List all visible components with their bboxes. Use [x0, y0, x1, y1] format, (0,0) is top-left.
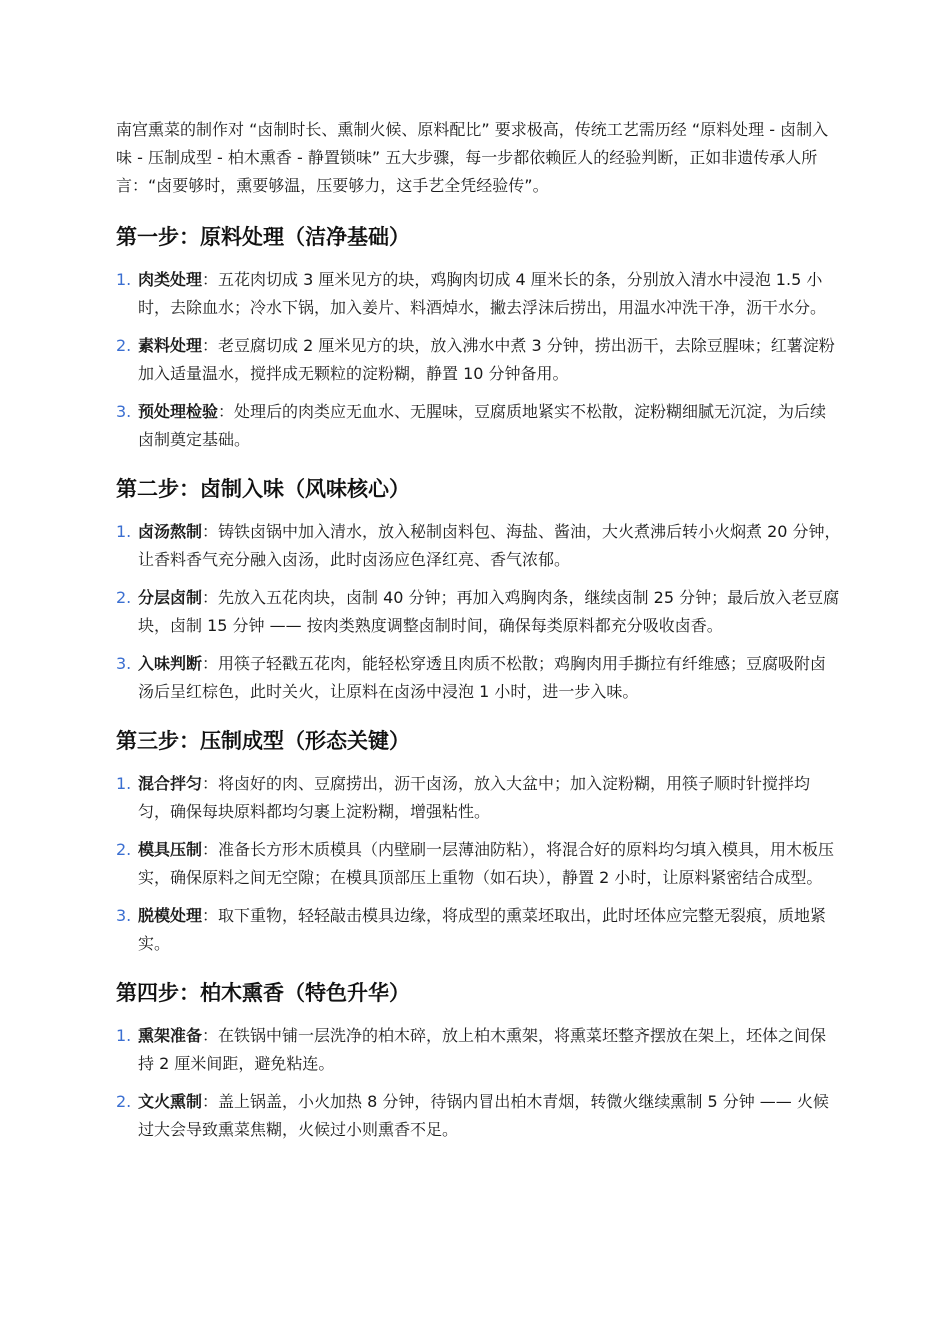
list-number: 3.	[116, 654, 132, 673]
step-list-item	[116, 770, 842, 826]
list-number: 2.	[116, 336, 132, 355]
section-heading: 第二步：卤制入味（风味核心）	[116, 477, 410, 501]
step-list-item	[116, 650, 842, 706]
item-text: ：五花肉切成 3 厘米见方的块，鸡胸肉切成 4 厘米长的条，分别放入清水中浸泡 1.5 小时，去除血水；冷水下锅，加入姜片、料酒焯水，撇去浮沫后捞出，用温水冲洗干净，沥干水分。	[138, 270, 827, 317]
item-term: 卤汤熬制	[138, 522, 203, 541]
step-list-item	[116, 1088, 842, 1144]
step-list	[116, 266, 842, 454]
step-list	[116, 518, 842, 706]
intro-paragraph: 南宫熏菜的制作对 “卤制时长、熏制火候、原料配比” 要求极高，传统工艺需历经 “原料处理 - 卤制入味 - 压制成型 - 柏木熏香 - 静置锁味” 五大步骤，每一步都依赖匠人的经验判断，正如非遗传承人所言：“卤要够时，熏要够温，压要够力，这手艺全凭经验传”。	[116, 120, 829, 195]
item-term: 模具压制	[138, 840, 203, 859]
item-text: ：取下重物，轻轻敲击模具边缘，将成型的熏菜坯取出，此时坯体应完整无裂痕，质地紧实。	[138, 906, 827, 953]
item-term: 肉类处理	[138, 270, 203, 289]
item-text: ：处理后的肉类应无血水、无腥味，豆腐质地紧实不松散，淀粉糊细腻无沉淀，为后续卤制奠定基础。	[138, 402, 827, 449]
item-term: 熏架准备	[138, 1026, 203, 1045]
item-term: 分层卤制	[138, 588, 203, 607]
section-heading: 第一步：原料处理（洁净基础）	[116, 225, 410, 249]
item-text: ：铸铁卤锅中加入清水，放入秘制卤料包、海盐、酱油，大火煮沸后转小火焖煮 20 分钟，让香料香气充分融入卤汤，此时卤汤应色泽红亮、香气浓郁。	[138, 522, 841, 569]
item-text: ：盖上锅盖，小火加热 8 分钟，待锅内冒出柏木青烟，转微火继续熏制 5 分钟 —— 火候过大会导致熏菜焦糊，火候过小则熏香不足。	[138, 1092, 829, 1139]
step-list-item	[116, 398, 842, 454]
list-number: 3.	[116, 906, 132, 925]
item-text: ：将卤好的肉、豆腐捞出，沥干卤汤，放入大盆中；加入淀粉糊，用筷子顺时针搅拌均匀，确保每块原料都均匀裹上淀粉糊，增强粘性。	[138, 774, 811, 821]
item-text: ：在铁锅中铺一层洗净的柏木碎，放上柏木熏架，将熏菜坯整齐摆放在架上，坯体之间保持 2 厘米间距，避免粘连。	[138, 1026, 827, 1073]
item-term: 预处理检验	[138, 402, 219, 421]
step-list-item	[116, 266, 842, 322]
list-number: 1.	[116, 774, 132, 793]
step-list	[116, 1022, 842, 1144]
list-number: 1.	[116, 522, 132, 541]
step-list-item	[116, 1022, 842, 1078]
item-text: ：先放入五花肉块，卤制 40 分钟；再加入鸡胸肉条，继续卤制 25 分钟；最后放入老豆腐块，卤制 15 分钟 —— 按肉类熟度调整卤制时间，确保每类原料都充分吸收卤香。	[138, 588, 840, 635]
step-list-item	[116, 836, 842, 892]
item-text: ：准备长方形木质模具（内壁刷一层薄油防粘），将混合好的原料均匀填入模具，用木板压实，确保原料之间无空隙；在模具顶部压上重物（如石块），静置 2 小时，让原料紧密结合成型。	[138, 840, 835, 887]
section-heading: 第三步：压制成型（形态关键）	[116, 729, 410, 753]
item-term: 脱模处理	[138, 906, 203, 925]
item-text: ：用筷子轻戳五花肉，能轻松穿透且肉质不松散；鸡胸肉用手撕拉有纤维感；豆腐吸附卤汤后呈红棕色，此时关火，让原料在卤汤中浸泡 1 小时，进一步入味。	[138, 654, 827, 701]
step-list-item	[116, 332, 842, 388]
item-term: 文火熏制	[138, 1092, 203, 1111]
list-number: 2.	[116, 1092, 132, 1111]
item-term: 素料处理	[138, 336, 203, 355]
item-term: 入味判断	[138, 654, 203, 673]
list-number: 2.	[116, 840, 132, 859]
item-text: ：老豆腐切成 2 厘米见方的块，放入沸水中煮 3 分钟，捞出沥干，去除豆腥味；红薯淀粉加入适量温水，搅拌成无颗粒的淀粉糊，静置 10 分钟备用。	[138, 336, 835, 383]
step-list-item	[116, 902, 842, 958]
section-heading: 第四步：柏木熏香（特色升华）	[116, 981, 410, 1005]
list-number: 3.	[116, 402, 132, 421]
item-term: 混合拌匀	[138, 774, 203, 793]
list-number: 2.	[116, 588, 132, 607]
step-list-item	[116, 518, 842, 574]
list-number: 1.	[116, 270, 132, 289]
list-number: 1.	[116, 1026, 132, 1045]
sections-container	[116, 222, 842, 1144]
step-list-item	[116, 584, 842, 640]
step-list	[116, 770, 842, 958]
